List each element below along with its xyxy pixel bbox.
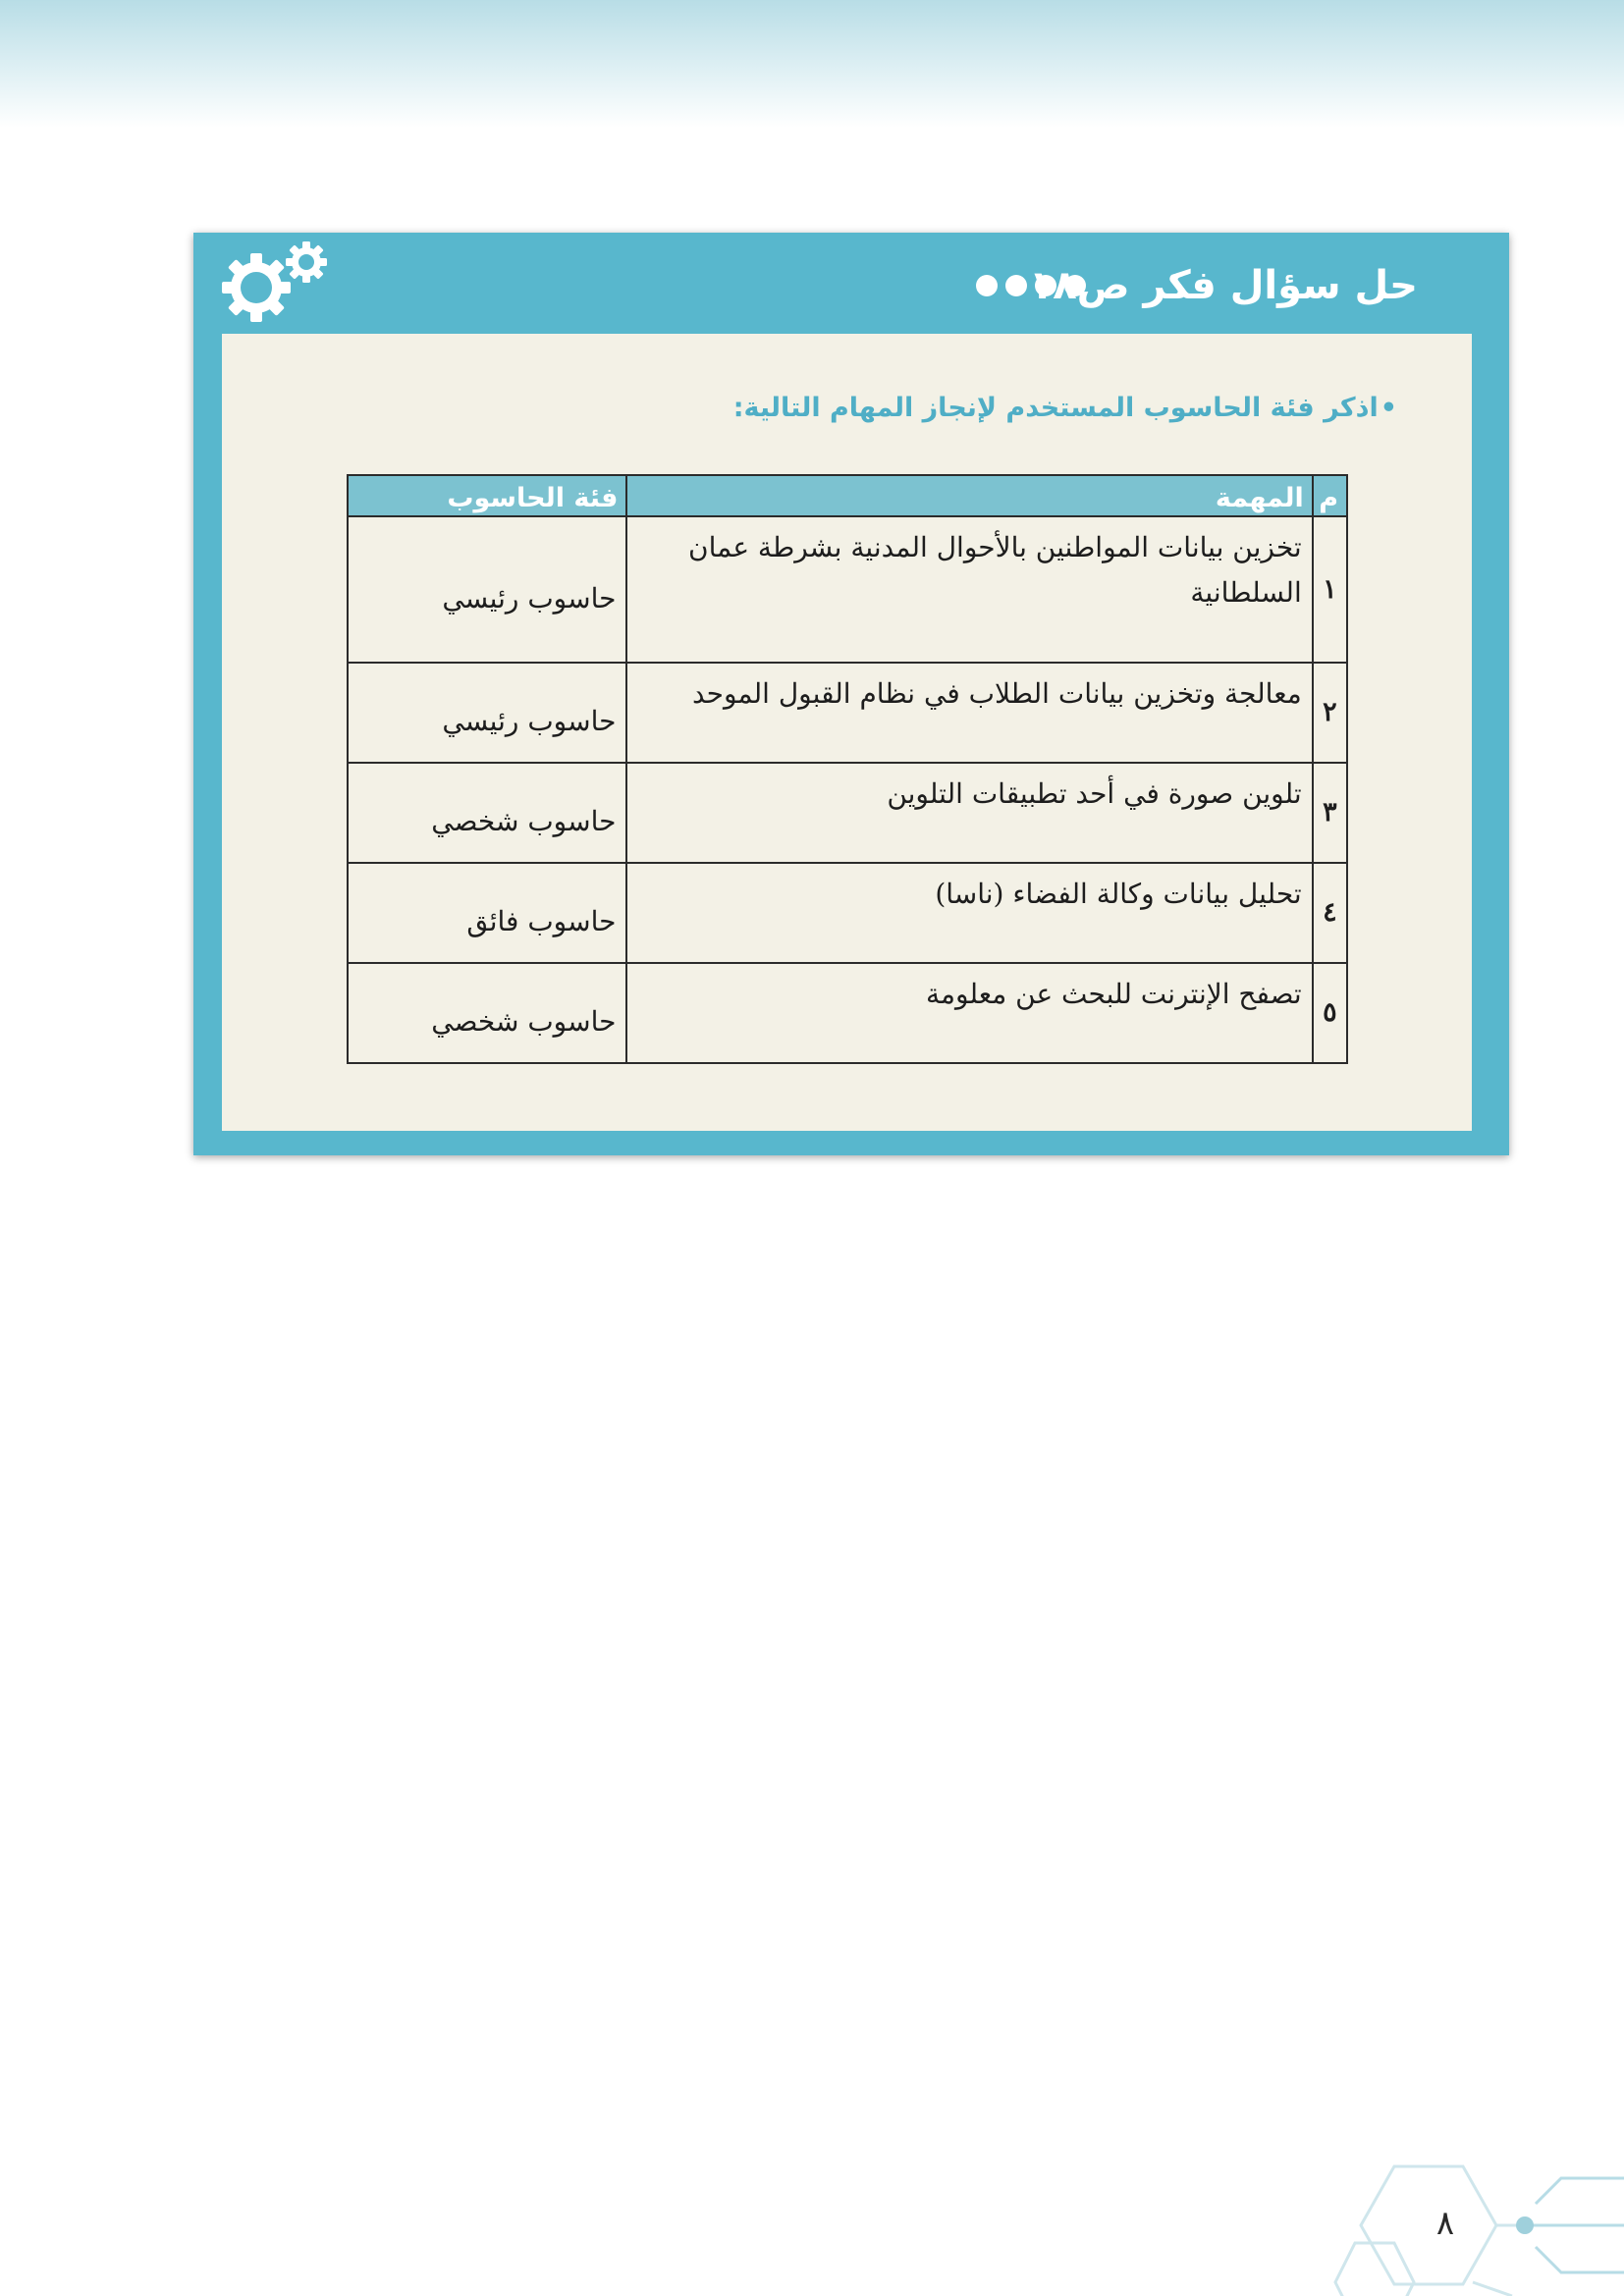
header-task: المهمة [626, 475, 1312, 516]
card-title: حل سؤال فكر ص١٨ [1028, 263, 1418, 308]
table-header-row [348, 475, 1347, 516]
row-number: ٤ [1313, 863, 1347, 963]
row-category-label: حاسوب شخصي [431, 1005, 617, 1038]
instruction-bullet: • [1380, 393, 1397, 423]
row-category [348, 663, 626, 763]
instruction-text: اذكر فئة الحاسوب المستخدم لإنجاز المهام التالية: [732, 393, 1379, 423]
row-category [348, 516, 626, 663]
row-category-label: حاسوب رئيسي [442, 705, 617, 737]
row-category-label: حاسوب فائق [466, 905, 617, 937]
row-task: تخزين بيانات المواطنين بالأحوال المدنية بشرطة عمان السلطانية [626, 516, 1312, 663]
think-question-card [193, 233, 1509, 1155]
row-category [348, 963, 626, 1063]
title-dot [976, 275, 998, 296]
row-number: ١ [1313, 516, 1347, 663]
table-row [348, 763, 1347, 863]
row-task: تصفح الإنترنت للبحث عن معلومة [626, 963, 1312, 1063]
tasks-table [347, 474, 1348, 1064]
row-category [348, 763, 626, 863]
title-dot [1005, 275, 1027, 296]
header-number: م [1313, 475, 1347, 516]
table-row [348, 516, 1347, 663]
card-header [193, 233, 1509, 334]
card-body [222, 334, 1472, 1131]
header-category: فئة الحاسوب [348, 475, 626, 516]
gears-icon [219, 237, 337, 330]
row-category [348, 863, 626, 963]
row-task: معالجة وتخزين بيانات الطلاب في نظام القبول الموحد [626, 663, 1312, 763]
row-task: تحليل بيانات وكالة الفضاء (ناسا) [626, 863, 1312, 963]
row-number: ٥ [1313, 963, 1347, 1063]
table-row [348, 963, 1347, 1063]
hexagon-decoration [1326, 2164, 1624, 2296]
row-category-label: حاسوب شخصي [431, 805, 617, 837]
row-number: ٣ [1313, 763, 1347, 863]
table-row [348, 863, 1347, 963]
row-task: تلوين صورة في أحد تطبيقات التلوين [626, 763, 1312, 863]
table-row [348, 663, 1347, 763]
page-number: ٨ [1435, 2204, 1455, 2243]
row-number: ٢ [1313, 663, 1347, 763]
instruction [733, 389, 1397, 428]
row-category-label: حاسوب رئيسي [442, 581, 617, 614]
top-gradient-band [0, 0, 1624, 128]
